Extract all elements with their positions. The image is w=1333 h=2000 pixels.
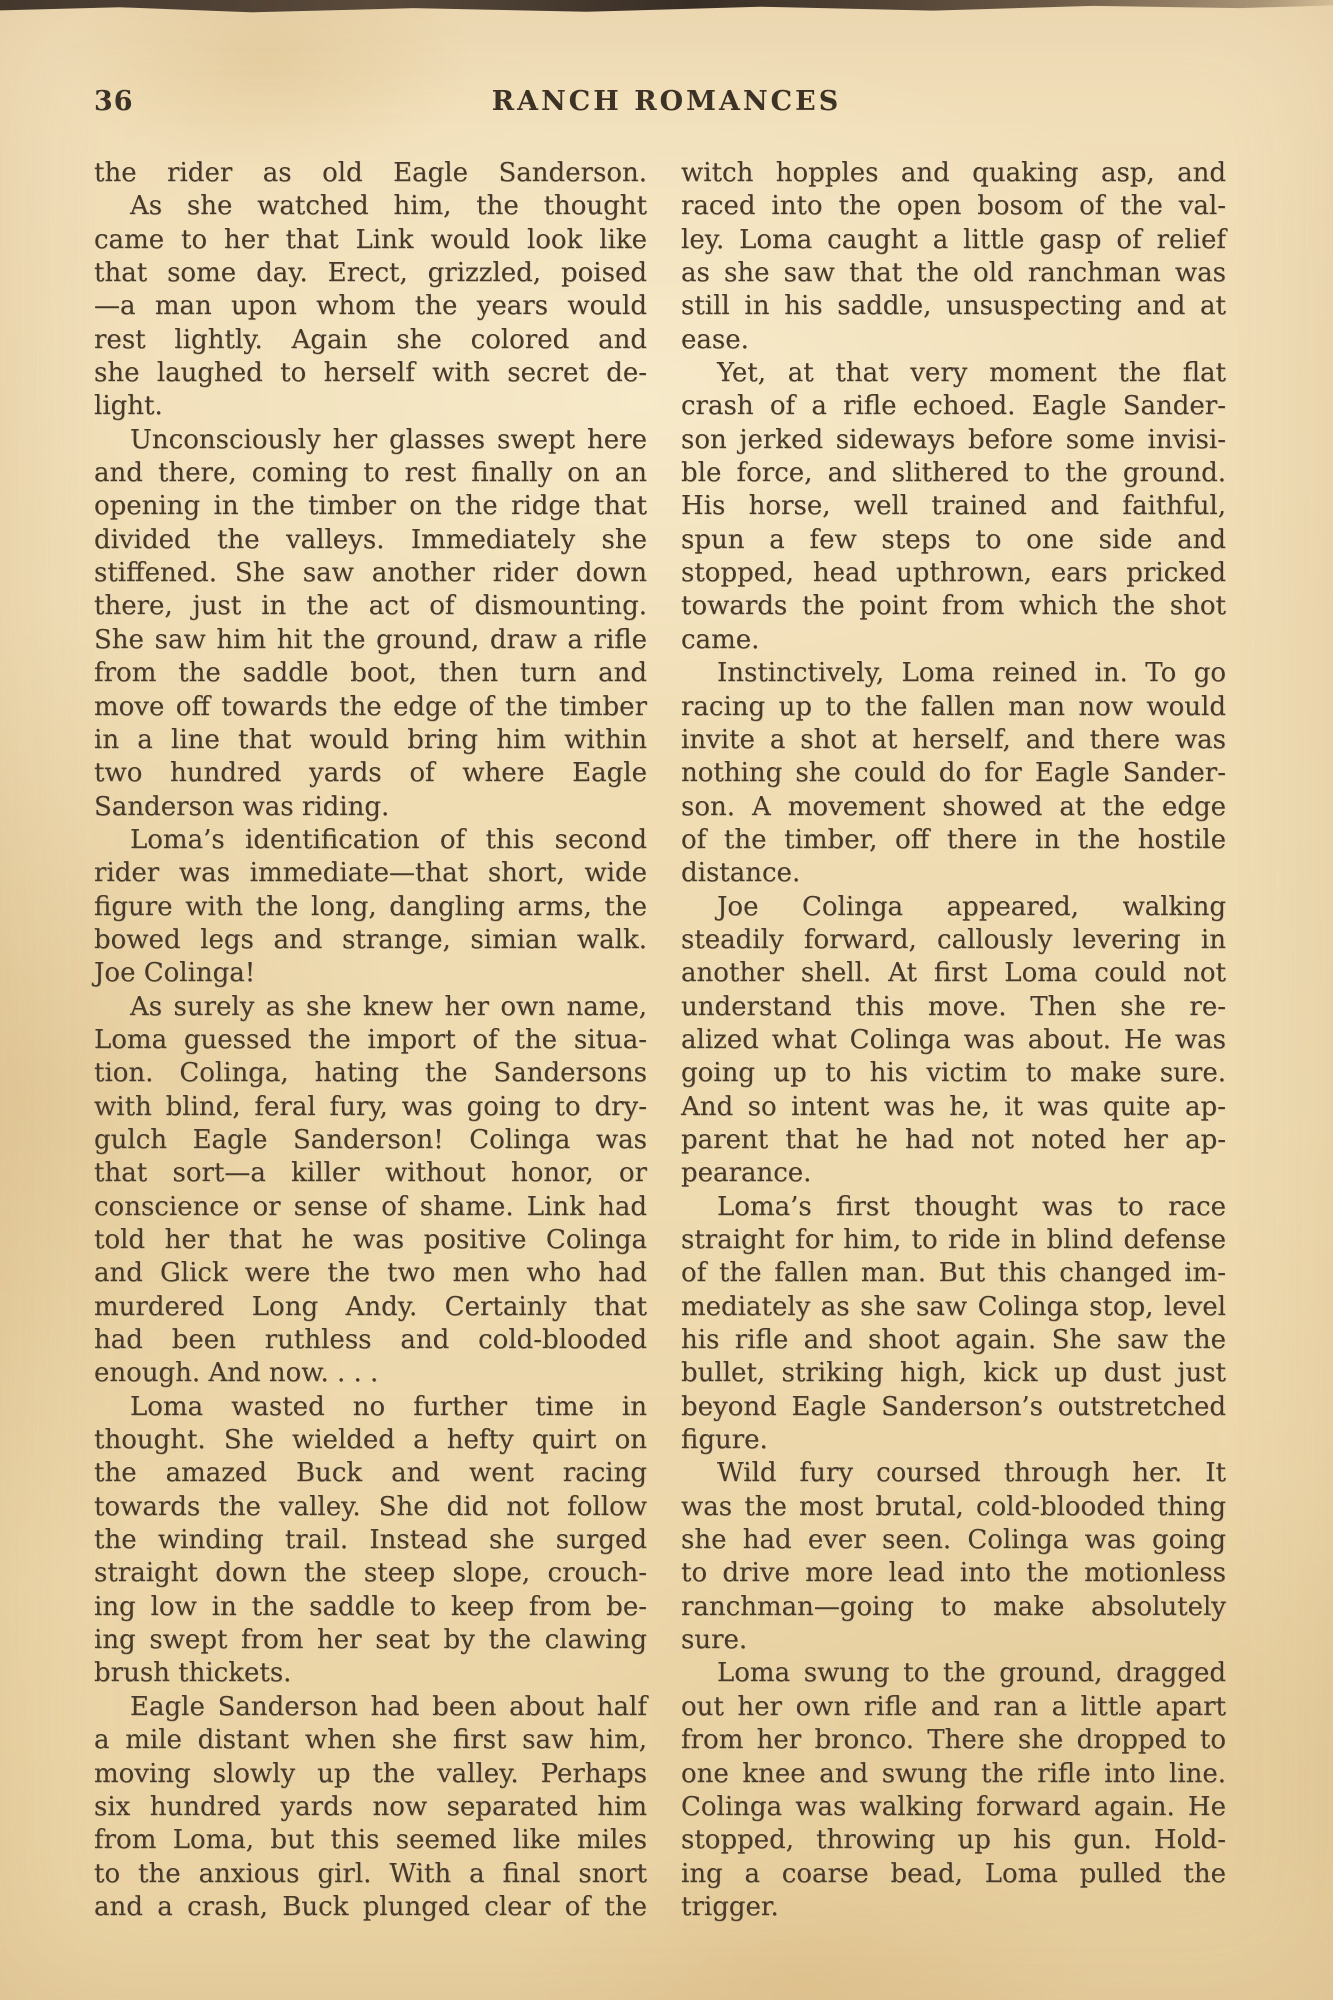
text-line: Joe Colinga! — [94, 958, 256, 989]
text-line: distance. — [681, 858, 801, 889]
text-line: one knee and swung the rifle into line. — [681, 1758, 1226, 1789]
text-line: move off towards the edge of the timber — [94, 691, 647, 722]
text-line: alized what Colinga was about. He was — [681, 1024, 1226, 1055]
text-line: understand this move. Then she re- — [681, 991, 1226, 1022]
text-line: light. — [94, 391, 163, 422]
text-line: As surely as she knew her own name, — [130, 991, 647, 1022]
text-line: to drive more lead into the motionless — [681, 1558, 1226, 1589]
text-line: Joe Colinga appeared, walking — [717, 891, 1226, 922]
text-line: going up to his victim to make sure. — [681, 1058, 1226, 1089]
text-line: towards the point from which the shot — [681, 591, 1226, 622]
text-line: told her that he was positive Colinga — [94, 1225, 647, 1255]
text-line: Loma swung to the ground, dragged — [717, 1658, 1226, 1689]
text-line: towards the valley. She did not follow — [94, 1491, 647, 1522]
text-line: that sort—a killer without honor, or — [94, 1158, 647, 1189]
text-line: out her own rifle and ran a little apart — [681, 1691, 1226, 1722]
text-line: pearance. — [681, 1158, 812, 1189]
text-column-left — [94, 157, 647, 1924]
text-line: and Glick were the two men who had — [94, 1258, 647, 1289]
text-line: nothing she could do for Eagle Sander- — [681, 758, 1226, 789]
text-line: that some day. Erect, grizzled, poised — [94, 258, 647, 289]
text-line: the amazed Buck and went racing — [94, 1458, 647, 1489]
text-line: moving slowly up the valley. Perhaps — [94, 1758, 647, 1789]
text-line: opening in the timber on the ridge that — [94, 491, 647, 522]
text-line: in a line that would bring him within — [94, 724, 647, 755]
text-line: raced into the open bosom of the val- — [681, 191, 1226, 222]
text-line: Eagle Sanderson had been about half — [130, 1691, 647, 1722]
text-line: from Loma, but this seemed like miles — [94, 1825, 647, 1856]
text-line: of the timber, off there in the hostile — [681, 824, 1226, 855]
text-line: with blind, feral fury, was going to dry- — [94, 1091, 647, 1122]
text-line: bowed legs and strange, simian walk. — [94, 924, 647, 955]
text-line: tion. Colinga, hating the Sandersons — [94, 1058, 647, 1089]
text-line: straight for him, to ride in blind defense — [681, 1225, 1226, 1255]
page-header — [0, 88, 1333, 118]
text-line: steadily forward, callously levering in — [681, 924, 1226, 955]
text-line: Loma’s first thought was to race — [717, 1191, 1226, 1222]
text-line: She saw him hit the ground, draw a rifle — [94, 624, 647, 655]
text-line: ing a coarse bead, Loma pulled the — [681, 1858, 1226, 1889]
text-line: Instinctively, Loma reined in. To go — [717, 658, 1226, 689]
text-line: figure with the long, dangling arms, the — [94, 891, 647, 922]
text-line: spun a few steps to one side and — [681, 524, 1226, 555]
text-line: As she watched him, the thought — [130, 191, 647, 222]
text-line: invite a shot at herself, and there was — [681, 724, 1226, 755]
text-line: son jerked sideways before some invisi- — [681, 424, 1226, 455]
text-line: she had ever seen. Colinga was going — [681, 1525, 1226, 1556]
text-line: —a man upon whom the years would — [94, 291, 647, 322]
text-line: bullet, striking high, kick up dust just — [681, 1358, 1226, 1389]
scan-edge-artifact — [0, 0, 1333, 14]
text-line: rest lightly. Again she colored and — [94, 324, 647, 355]
text-line: to the anxious girl. With a final snort — [94, 1858, 647, 1889]
text-line: as she saw that the old ranchman was — [681, 258, 1226, 289]
text-line: gulch Eagle Sanderson! Colinga was — [94, 1124, 647, 1155]
text-line: was the most brutal, cold-blooded thing — [681, 1491, 1226, 1522]
text-line: thought. She wielded a hefty quirt on — [94, 1425, 647, 1456]
text-line: trigger. — [681, 1891, 779, 1922]
text-line: came. — [681, 624, 760, 655]
text-line: the rider as old Eagle Sanderson. — [94, 158, 647, 188]
text-line: another shell. At first Loma could not — [681, 958, 1226, 989]
text-line: conscience or sense of shame. Link had — [94, 1191, 647, 1222]
text-line: of the fallen man. But this changed im- — [681, 1258, 1226, 1289]
text-line: his rifle and shoot again. She saw the — [681, 1325, 1226, 1356]
text-line: son. A movement showed at the edge — [681, 791, 1226, 822]
text-line: came to her that Link would look like — [94, 224, 647, 255]
text-line: two hundred yards of where Eagle — [94, 758, 647, 789]
text-line: beyond Eagle Sanderson’s outstretched — [681, 1391, 1226, 1422]
text-line: And so intent was he, it was quite ap- — [681, 1091, 1226, 1122]
text-line: six hundred yards now separated him — [94, 1791, 647, 1822]
text-line: she laughed to herself with secret de- — [94, 358, 647, 389]
text-line: Loma’s identification of this second — [130, 824, 647, 855]
text-line: mediately as she saw Colinga stop, level — [681, 1291, 1226, 1322]
text-line: racing up to the fallen man now would — [681, 691, 1226, 722]
text-line: still in his saddle, unsuspecting and at — [681, 291, 1226, 322]
text-line: parent that he had not noted her ap- — [681, 1124, 1226, 1155]
text-line: Loma guessed the import of the situa- — [94, 1024, 647, 1055]
text-line: Yet, at that very moment the flat — [717, 358, 1226, 389]
text-line: figure. — [681, 1425, 768, 1456]
text-line: brush thickets. — [94, 1658, 292, 1689]
text-line: ley. Loma caught a little gasp of relief — [681, 224, 1226, 255]
text-line: Unconsciously her glasses swept here — [130, 424, 647, 455]
page-number: 36 — [94, 86, 134, 117]
text-line: straight down the steep slope, crouch- — [94, 1558, 647, 1589]
text-line: ease. — [681, 324, 749, 355]
text-line: stiffened. She saw another rider down — [94, 558, 647, 589]
text-column-right — [681, 157, 1226, 1924]
text-line: divided the valleys. Immediately she — [94, 524, 647, 555]
text-line: and there, coming to rest finally on an — [94, 458, 647, 489]
text-line: there, just in the act of dismounting. — [94, 591, 647, 622]
running-title: RANCH ROMANCES — [491, 86, 842, 117]
text-line: had been ruthless and cold-blooded — [94, 1325, 647, 1356]
text-line: a mile distant when she first saw him, — [94, 1725, 647, 1756]
text-line: Loma wasted no further time in — [130, 1391, 647, 1422]
text-line: crash of a rifle echoed. Eagle Sander- — [681, 391, 1226, 422]
text-line: from her bronco. There she dropped to — [681, 1725, 1226, 1756]
text-line: Colinga was walking forward again. He — [681, 1791, 1226, 1822]
text-line: Wild fury coursed through her. It — [717, 1458, 1226, 1489]
text-line: sure. — [681, 1625, 748, 1656]
text-line: stopped, head upthrown, ears pricked — [681, 558, 1226, 589]
text-line: stopped, throwing up his gun. Hold- — [681, 1825, 1226, 1856]
text-line: enough. And now. . . . — [94, 1358, 379, 1389]
text-line: Sanderson was riding. — [94, 791, 390, 822]
text-line: ing low in the saddle to keep from be- — [94, 1591, 647, 1622]
text-line: ing swept from her seat by the clawing — [94, 1625, 647, 1656]
text-line: witch hopples and quaking asp, and — [681, 158, 1226, 188]
text-line: from the saddle boot, then turn and — [94, 658, 647, 689]
text-line: the winding trail. Instead she surged — [94, 1525, 647, 1556]
text-line: rider was immediate—that short, wide — [94, 858, 647, 889]
text-line: ble force, and slithered to the ground. — [681, 458, 1226, 489]
text-line: His horse, well trained and faithful, — [681, 491, 1226, 522]
text-line: and a crash, Buck plunged clear of the — [94, 1891, 647, 1922]
text-line: murdered Long Andy. Certainly that — [94, 1291, 647, 1322]
text-line: ranchman—going to make absolutely — [681, 1591, 1226, 1622]
